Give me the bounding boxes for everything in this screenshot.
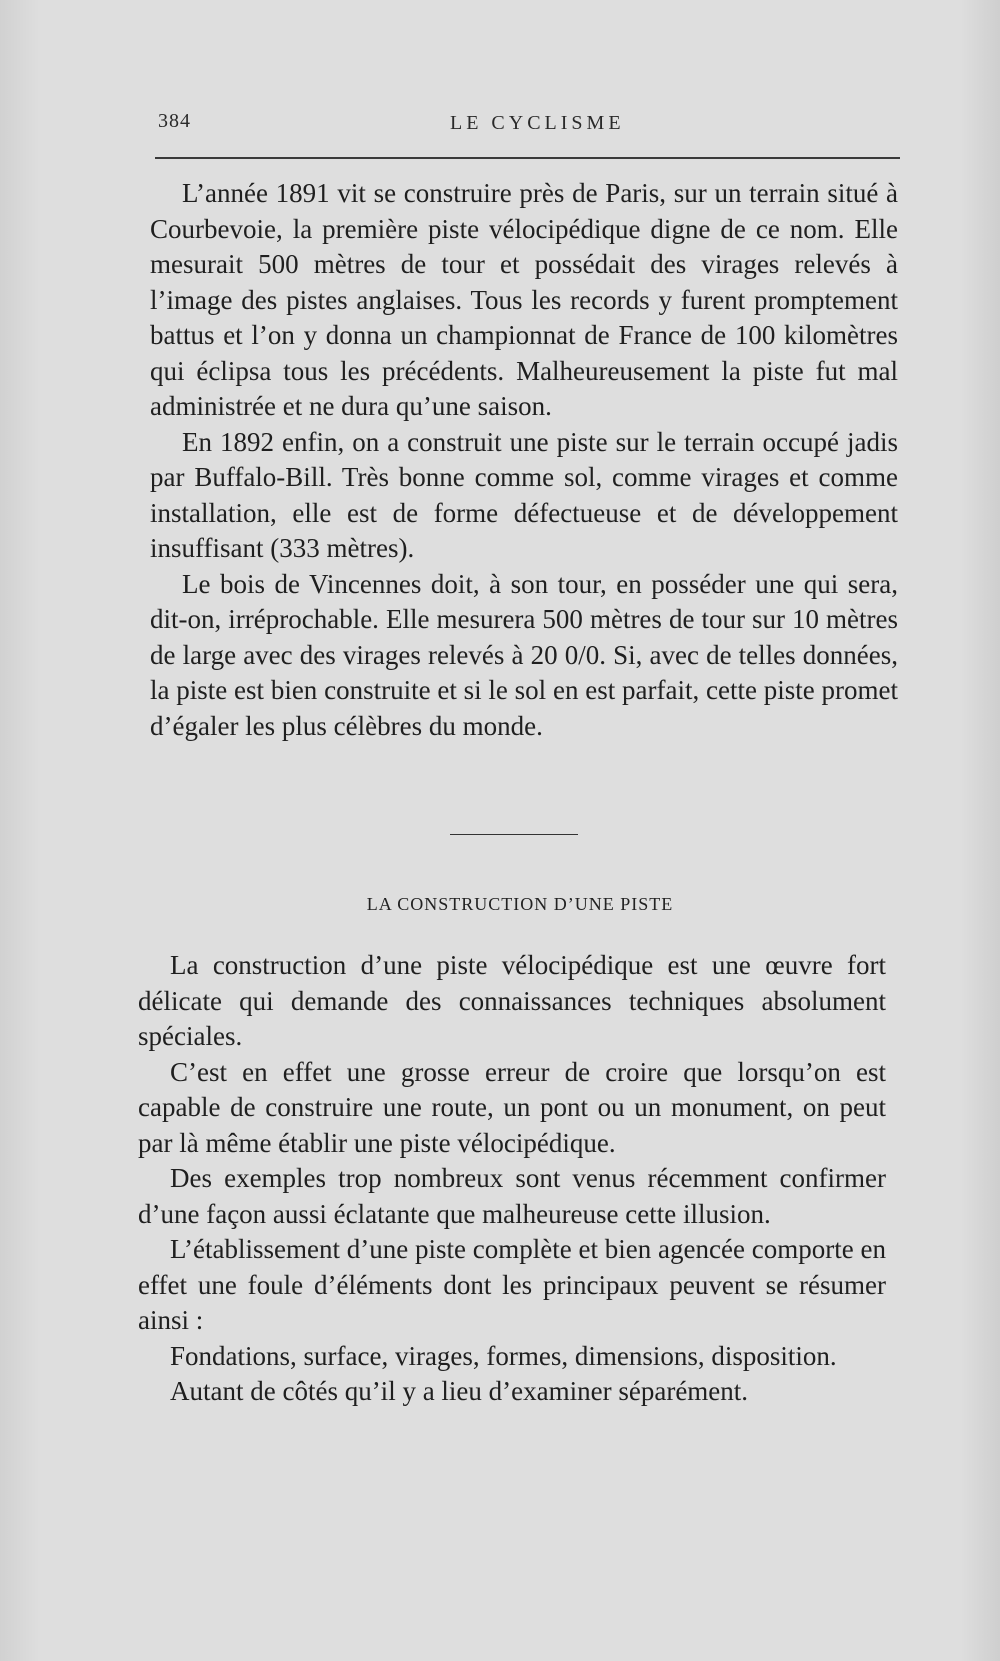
section-2-text	[138, 948, 886, 1410]
paragraph: Des exemples trop nombreux sont venus récemment confirmer d’une façon aussi éclatante que malheureuse cette illusion.	[138, 1163, 886, 1229]
paragraph: En 1892 enfin, on a construit une piste sur le terrain occupé jadis par Buffalo-Bill. Très bonne comme sol, comme virages et comme installation, elle est de forme défectueuse et de développement insuffisant (333 mètres).	[150, 426, 898, 563]
paragraph: Autant de côtés qu’il y a lieu d’examiner séparément.	[170, 1376, 749, 1406]
page-header	[158, 110, 898, 140]
section-divider	[450, 834, 578, 835]
section-heading: LA CONSTRUCTION D’UNE PISTE	[366, 894, 674, 914]
section-1-text	[150, 176, 898, 744]
paragraph: La construction d’une piste vélocipédique est une œuvre fort délicate qui demande des connaissances techniques absolument spéciales.	[138, 950, 886, 1051]
running-title: LE CYCLISME	[450, 112, 625, 134]
paragraph: Fondations, surface, virages, formes, dimensions, disposition.	[170, 1340, 837, 1371]
paragraph: L’établissement d’une piste complète et bien agencée comporte en effet une foule d’éléments dont les principaux peuvent se résumer ainsi :	[138, 1234, 886, 1335]
header-rule	[155, 157, 900, 159]
page-number: 384	[158, 110, 191, 132]
paragraph: Le bois de Vincennes doit, à son tour, en posséder une qui sera, dit-on, irréprochable. Elle mesurera 500 mètres de tour sur 10 mètres de large avec des virages relevés à 20 0/0. Si, avec de telles données, la piste est bien construite et si le sol en est parfait, cette piste promet d’égaler les plus célèbres du monde.	[150, 568, 898, 741]
paragraph: L’année 1891 vit se construire près de Paris, sur un terrain situé à Courbevoie, la première piste vélocipédique digne de ce nom. Elle mesurait 500 mètres de tour et possédait des virages relevés à l’image des pistes anglaises. Tous les records y furent promptement battus et l’on y donna un championnat de France de 100 kilomètres qui éclipsa tous les précédents. Malheureusement la piste fut mal administrée et ne dura qu’une saison.	[150, 178, 898, 421]
paragraph: C’est en effet une grosse erreur de croire que lorsqu’on est capable de construire une route, un pont ou un monument, on peut par là même établir une piste vélocipédique.	[138, 1056, 886, 1158]
